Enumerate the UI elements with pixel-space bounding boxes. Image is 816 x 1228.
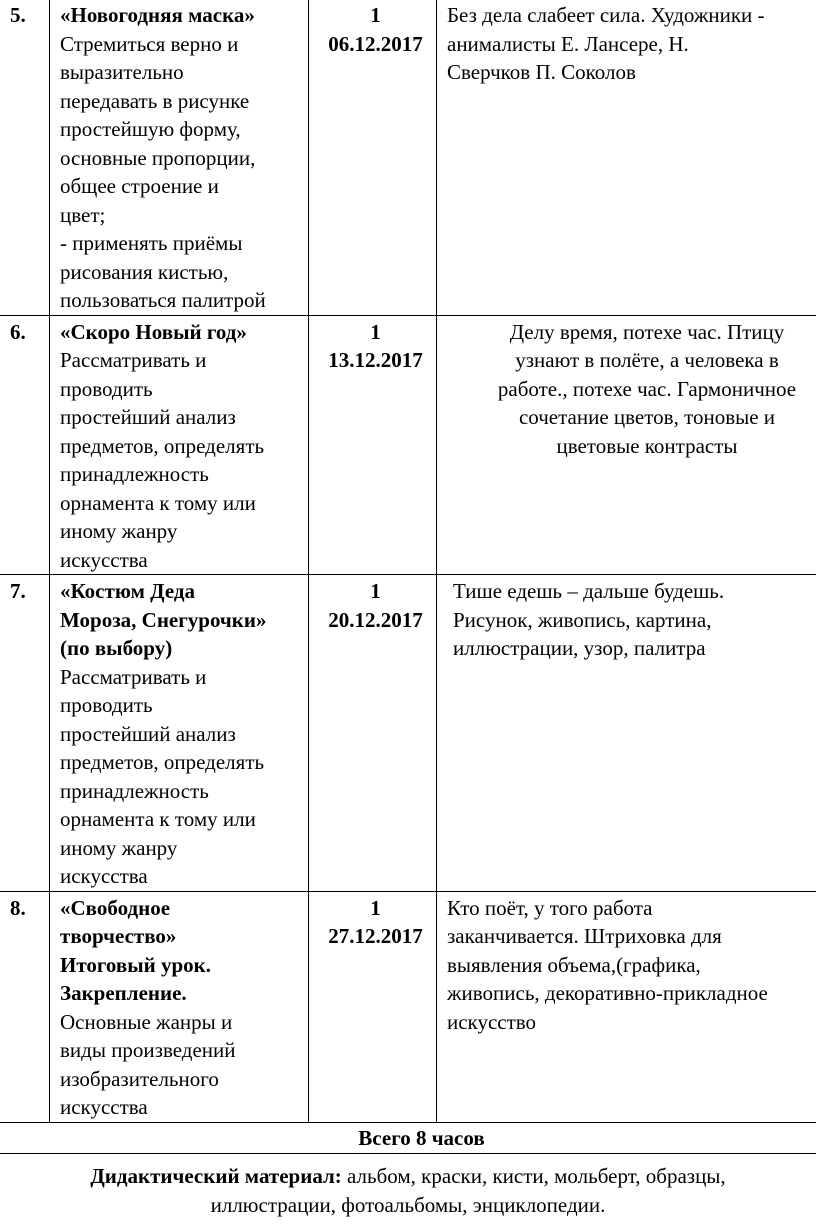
- lesson-description: [437, 0, 816, 315]
- lesson-title: «Скоро Новый год»: [60, 319, 247, 344]
- description-line: Кто поёт, у того работа: [447, 895, 653, 920]
- table-row: [0, 315, 816, 575]
- topic-line: Основные жанры и: [60, 1009, 233, 1034]
- description-line: сочетание цветов, тоновые и: [518, 405, 776, 429]
- hours-count: 1: [370, 895, 381, 920]
- topic-line: простейший анализ: [60, 721, 236, 746]
- lesson-number: 8.: [0, 891, 50, 1122]
- description-line: выявления объема,(графика,: [447, 952, 701, 977]
- lesson-date: 06.12.2017: [328, 31, 423, 56]
- description-line: работе., потехе час. Гармоничное: [497, 376, 797, 401]
- lesson-date: 20.12.2017: [328, 607, 423, 632]
- lesson-topic: [50, 891, 309, 1122]
- description-line: узнают в полёте, а человека в: [515, 348, 779, 372]
- description-line: анималисты Е. Лансере, Н.: [447, 31, 689, 56]
- title-line: «Свободное: [60, 895, 171, 920]
- lesson-number: 7.: [0, 575, 50, 892]
- topic-line: Рассматривать и: [60, 664, 207, 689]
- topic-line: изобразительного: [60, 1066, 219, 1091]
- description-line: Сверчков П. Соколов: [447, 60, 636, 84]
- title-line: творчество»: [60, 924, 177, 948]
- description-line: искусство: [447, 1009, 537, 1034]
- topic-line: принадлежность: [60, 462, 209, 486]
- didactic-text-1: альбом, краски, кисти, мольберт, образцы,: [347, 1164, 726, 1188]
- total-hours: [0, 1122, 816, 1153]
- topic-line: искусства: [60, 864, 148, 888]
- topic-line: искусства: [60, 1095, 148, 1119]
- table-row: [0, 891, 816, 1122]
- lesson-hours: [309, 575, 437, 892]
- topic-line: передавать в рисунке: [60, 88, 250, 113]
- description-line: Без дела слабеет сила. Художники -: [447, 3, 765, 27]
- hours-count: 1: [370, 579, 381, 603]
- lesson-title: «Новогодняя маска»: [60, 3, 255, 27]
- description-line: заканчивается. Штриховка для: [447, 924, 722, 948]
- table-row: [0, 0, 816, 315]
- topic-line: пользоваться палитрой: [60, 288, 266, 312]
- topic-line: принадлежность: [60, 778, 209, 803]
- lesson-description: [437, 891, 816, 1122]
- lesson-description: [437, 315, 816, 575]
- didactic-label: Дидактический материал:: [90, 1164, 342, 1188]
- topic-line: простейший анализ: [60, 405, 236, 429]
- topic-line: виды произведений: [60, 1038, 236, 1062]
- description-line: Тише едешь – дальше будешь.: [453, 579, 725, 603]
- description-line: живопись, декоративно-прикладное: [447, 981, 768, 1005]
- didactic-line-1: [0, 1162, 816, 1191]
- topic-line: основные пропорции,: [60, 145, 256, 170]
- topic-line: - применять приёмы: [60, 231, 243, 255]
- lesson-number: 5.: [0, 0, 50, 315]
- table-row: [0, 575, 816, 892]
- title-line: Мороза, Снегурочки»: [60, 607, 267, 632]
- lesson-description: [437, 575, 816, 892]
- lesson-topic: [50, 315, 309, 575]
- topic-line: предметов, определять: [60, 750, 265, 774]
- topic-line: искусства: [60, 547, 148, 572]
- topic-line: Рассматривать и: [60, 348, 207, 372]
- topic-line: выразительно: [60, 60, 184, 84]
- topic-line: Стремиться верно и: [60, 31, 239, 56]
- lesson-hours: [309, 0, 437, 315]
- lesson-date: 27.12.2017: [328, 924, 423, 948]
- lesson-title: [60, 577, 304, 663]
- topic-line: рисования кистью,: [60, 259, 229, 284]
- description-line: иллюстрации, узор, палитра: [453, 636, 706, 660]
- title-line: «Костюм Деда: [60, 579, 196, 603]
- topic-line: простейшую форму,: [60, 117, 241, 141]
- title-line: Закрепление.: [60, 981, 187, 1005]
- topic-line: проводить: [60, 376, 153, 401]
- topic-line: орнамента к тому или: [60, 807, 256, 831]
- topic-line: иному жанру: [60, 519, 178, 543]
- lesson-topic: [50, 0, 309, 315]
- topic-line: проводить: [60, 693, 153, 717]
- hours-count: 1: [370, 3, 381, 27]
- topic-line: общее строение и: [60, 174, 219, 198]
- lesson-hours: [309, 315, 437, 575]
- topic-line: орнамента к тому или: [60, 490, 256, 515]
- lesson-title: [60, 894, 304, 1008]
- lesson-topic: [50, 575, 309, 892]
- title-line: (по выбору): [60, 636, 173, 660]
- topic-line: цвет;: [60, 202, 106, 227]
- total-row: [0, 1122, 816, 1153]
- topic-line: предметов, определять: [60, 433, 265, 458]
- topic-line: иному жанру: [60, 835, 178, 860]
- lesson-date: 13.12.2017: [328, 348, 423, 372]
- lesson-hours: [309, 891, 437, 1122]
- total-label: Всего 8 часов: [358, 1125, 485, 1150]
- hours-count: 1: [370, 319, 381, 344]
- didactic-text-2: иллюстрации, фотоальбомы, энциклопедии.: [210, 1193, 606, 1217]
- lesson-number: 6.: [0, 315, 50, 575]
- title-line: Итоговый урок.: [60, 952, 211, 977]
- description-line: Делу время, потехе час. Птицу: [509, 319, 785, 344]
- didactic-material: [0, 1162, 816, 1220]
- description-line: цветовые контрасты: [556, 433, 738, 458]
- description-line: Рисунок, живопись, картина,: [453, 607, 712, 632]
